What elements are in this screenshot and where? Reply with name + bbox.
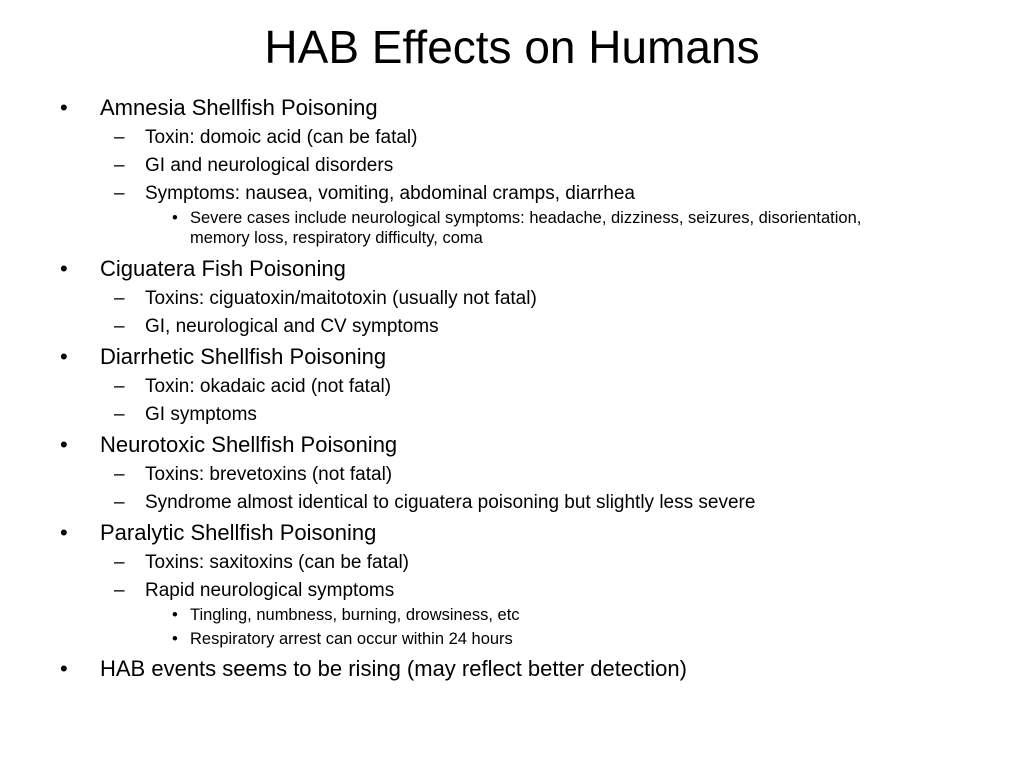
sub-list-item-text: GI symptoms [145,404,257,425]
dash-marker: – [114,183,125,204]
sub-list-item [0,285,1024,313]
bullet-marker: • [60,344,68,369]
slide-title: HAB Effects on Humans [264,21,760,73]
sub-list-item [0,373,1024,401]
bullet-list [0,92,1024,685]
list-item [0,253,1024,285]
sub-list-item [0,313,1024,341]
list-item-text: Neurotoxic Shellfish Poisoning [100,432,398,457]
sub-sub-list-item-text: Severe cases include neurological symptoms: headache, dizziness, seizures, disorientation, memory loss, respiratory difficulty, coma [190,209,862,247]
dash-marker: – [114,404,125,425]
sub-list-item [0,180,1024,208]
bullet-marker: • [60,656,68,681]
sub-list-item-text: Toxins: brevetoxins (not fatal) [145,464,393,485]
sub-list-item-text: Toxins: ciguatoxin/maitotoxin (usually not fatal) [145,288,537,309]
dash-marker: – [114,155,125,176]
list-item-text: Diarrhetic Shellfish Poisoning [100,344,387,369]
dash-marker: – [114,552,125,573]
bullet-marker: • [172,606,178,624]
list-item-text: Paralytic Shellfish Poisoning [100,520,377,545]
sub-list-item-text: GI, neurological and CV symptoms [145,316,439,337]
sub-list-item [0,461,1024,489]
bullet-marker: • [60,520,68,545]
bullet-marker: • [60,432,68,457]
sub-list-item-text: Toxin: okadaic acid (not fatal) [145,376,392,397]
dash-marker: – [114,580,125,601]
list-item-text: Ciguatera Fish Poisoning [100,256,346,281]
list-item [0,341,1024,373]
sub-list-item [0,401,1024,429]
bullet-marker: • [172,630,178,648]
sub-list-item [0,489,1024,517]
sub-list-item [0,577,1024,605]
list-item [0,429,1024,461]
sub-sub-list-item [0,605,1024,629]
dash-marker: – [114,316,125,337]
list-item [0,653,1024,685]
sub-sub-list-item [0,208,1024,253]
sub-list-item [0,124,1024,152]
bullet-marker: • [60,256,68,281]
dash-marker: – [114,464,125,485]
dash-marker: – [114,127,125,148]
sub-list-item-text: Symptoms: nausea, vomiting, abdominal cramps, diarrhea [145,183,636,204]
bullet-marker: • [172,209,178,227]
list-item-text: Amnesia Shellfish Poisoning [100,95,378,120]
dash-marker: – [114,376,125,397]
dash-marker: – [114,288,125,309]
sub-list-item-text: GI and neurological disorders [145,155,394,176]
sub-sub-list-item-text: Tingling, numbness, burning, drowsiness, etc [190,606,520,624]
sub-sub-list-item [0,629,1024,653]
list-item [0,517,1024,549]
list-item-text: HAB events seems to be rising (may reflect better detection) [100,656,687,681]
sub-list-item-text: Toxins: saxitoxins (can be fatal) [145,552,410,573]
sub-list-item-text: Syndrome almost identical to ciguatera poisoning but slightly less severe [145,492,756,513]
bullet-marker: • [60,95,68,120]
sub-list-item [0,549,1024,577]
sub-list-item-text: Toxin: domoic acid (can be fatal) [145,127,418,148]
sub-sub-list-item-text: Respiratory arrest can occur within 24 hours [190,630,513,648]
list-item [0,92,1024,124]
sub-list-item [0,152,1024,180]
dash-marker: – [114,492,125,513]
sub-list-item-text: Rapid neurological symptoms [145,580,395,601]
